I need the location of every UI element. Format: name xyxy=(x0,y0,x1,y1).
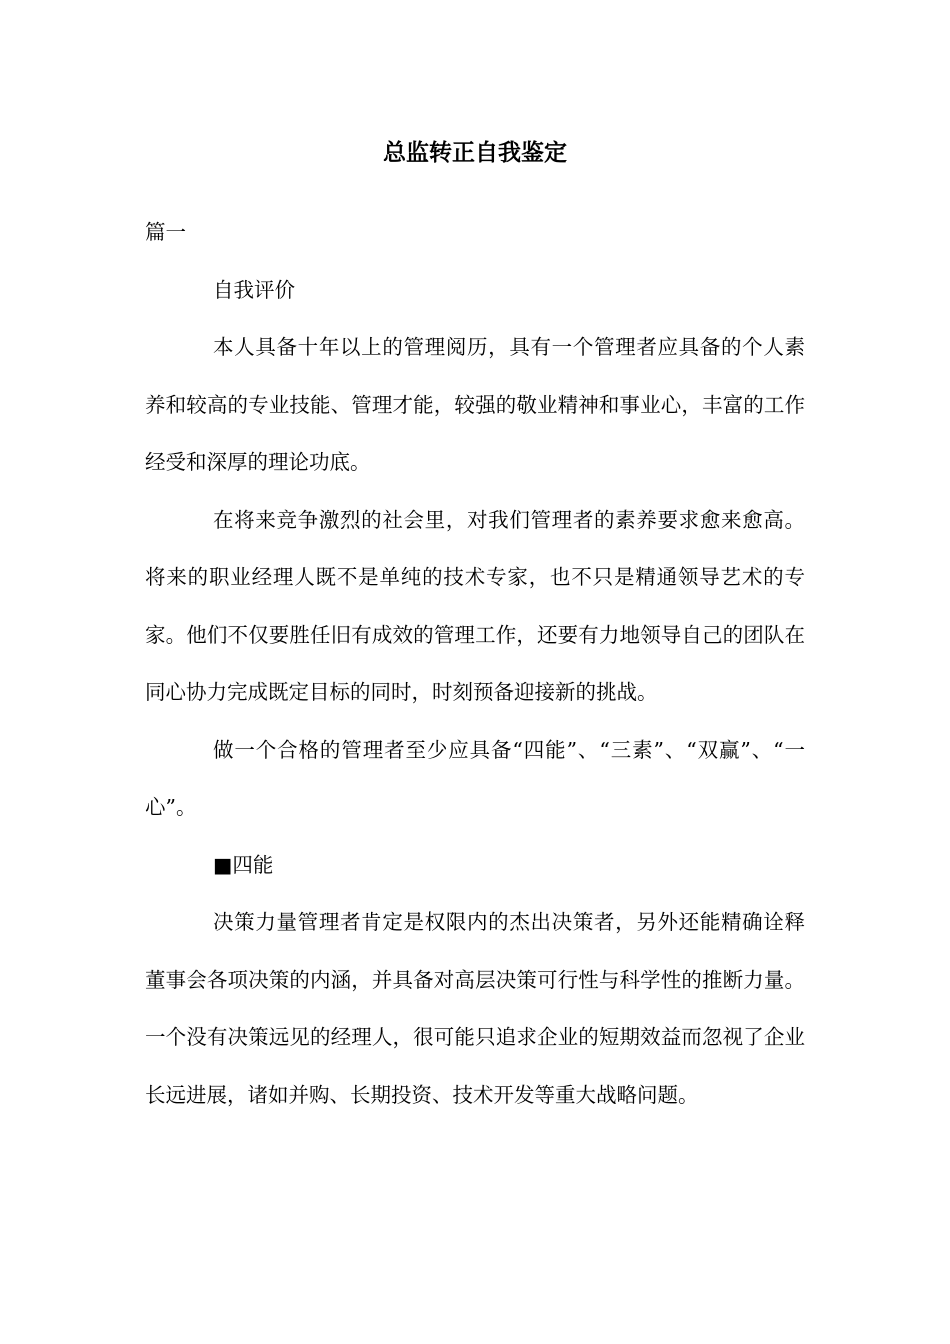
section-label: 篇一 xyxy=(145,220,186,244)
paragraph-1: 本人具备十年以上的管理阅历，具有一个管理者应具备的个人素养和较高的专业技能、管理才能，较强的敬业精神和事业心，丰富的工作经受和深厚的理论功底。 xyxy=(145,335,805,474)
subheading: 自我评价 xyxy=(213,277,295,302)
paragraph-4: 决策力量管理者肯定是权限内的杰出决策者，另外还能精确诠释董事会各项决策的内涵，并具备对高层决策可行性与科学性的推断力量。一个没有决策远见的经理人，很可能只追求企业的短期效益而忽视了企业长远进展，诸如并购、长期投资、技术开发等重大战略问题。 xyxy=(145,910,805,1107)
bullet-heading: ■四能 xyxy=(213,852,274,877)
paragraph-2: 在将来竞争激烈的社会里，对我们管理者的素养要求愈来愈高。将来的职业经理人既不是单纯的技术专家，也不只是精通领导艺术的专家。他们不仅要胜任旧有成效的管理工作，还要有力地领导自己的团队在同心协力完成既定目标的同时，时刻预备迎接新的挑战。 xyxy=(145,507,805,704)
document-body xyxy=(145,204,805,1124)
document-title: 总监转正自我鉴定 xyxy=(383,139,567,166)
paragraph-3: 做一个合格的管理者至少应具备“四能”、“三素”、“双赢”、“一心”。 xyxy=(145,737,805,819)
